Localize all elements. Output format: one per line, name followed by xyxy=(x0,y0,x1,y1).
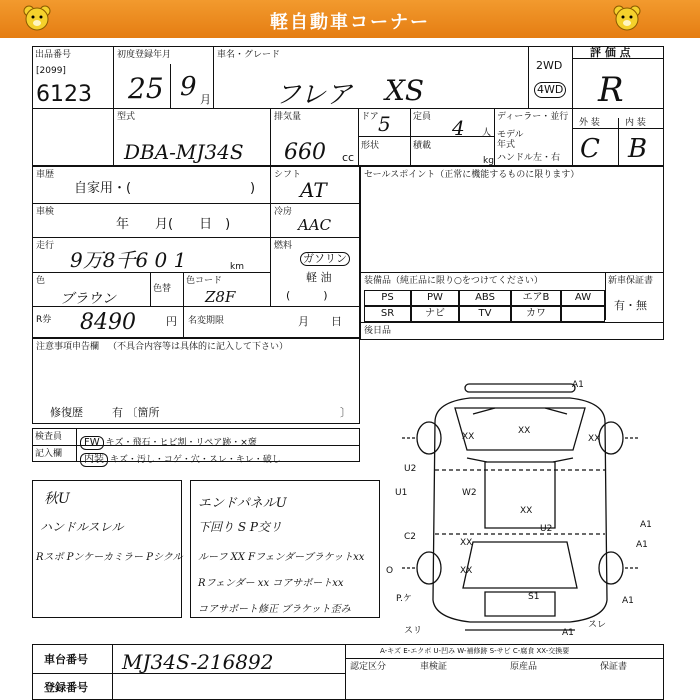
type-value: DBA-MJ34S xyxy=(124,140,244,164)
warranty-label: 新車保証書 xyxy=(608,276,654,286)
grade: XS xyxy=(385,74,425,107)
car-damage-diagram xyxy=(395,378,685,646)
remark-left-1: 秋U xyxy=(44,491,70,507)
handle-label: ハンドル xyxy=(497,153,534,163)
usage-label: 車歴 xyxy=(36,170,55,180)
load-label: 積載 xyxy=(413,141,432,151)
equip-ps: PS xyxy=(364,290,411,306)
lot-sub: [2099] xyxy=(36,66,66,76)
model-label: 車名・グレード xyxy=(217,50,281,60)
remark-right-2: 下回り S P交リ xyxy=(198,520,282,534)
mileage-value: 9万8千6 0 1 xyxy=(70,248,187,272)
shift-label: シフト xyxy=(274,170,302,180)
mark-sure: スリ xyxy=(404,626,423,636)
mark-s1: S1 xyxy=(528,592,540,602)
warranty-value: 有・無 xyxy=(614,299,647,312)
recycle-label: R券 xyxy=(36,315,52,325)
fuel-label: 燃料 xyxy=(274,241,293,251)
mark-c2: C2 xyxy=(404,532,417,542)
interior-label: 内 装 xyxy=(625,118,646,128)
interior-grade: B xyxy=(628,134,648,164)
mark-xx: XX xyxy=(518,426,531,436)
repair-label: 修復歴 xyxy=(50,406,83,419)
color-swap-label: 色替 xyxy=(153,284,172,294)
person-unit: 人 xyxy=(482,128,492,138)
mark-u2: U2 xyxy=(404,464,417,474)
mark-xx: XX xyxy=(460,538,473,548)
remark-left-3: Rスポ Pンケーカミラー Pシクル xyxy=(36,552,183,563)
recycle-value: 8490 xyxy=(80,310,136,335)
color-value: ブラウン xyxy=(60,291,116,307)
exterior-grade: C xyxy=(580,134,600,164)
equip-blank xyxy=(561,306,605,322)
shaken-value: 年 月( 日 ) xyxy=(116,217,231,232)
equip-leather: カワ xyxy=(511,306,561,322)
legend-a: 認定区分 xyxy=(350,662,387,672)
mark-o: O xyxy=(386,566,394,576)
equip-aw: AW xyxy=(561,290,605,306)
handle-value: 左・右 xyxy=(533,153,561,163)
equip-sr: SR xyxy=(364,306,411,322)
notes-sub: （不具合内容等は具体的に記入して下さい） xyxy=(108,342,289,352)
equip-airbag: エアB xyxy=(511,290,561,306)
doors-label: ドア xyxy=(361,112,379,122)
month-unit: 月 xyxy=(200,93,211,106)
fuel-gas: ガソリン xyxy=(300,252,350,266)
mark-u1: U1 xyxy=(395,488,408,498)
shift-value: AT xyxy=(300,178,327,202)
remark-right-5: コアサポート修正 ブラケット歪み xyxy=(198,604,351,615)
chassis-value: MJ34S-216892 xyxy=(122,650,274,674)
equip-navi: ナビ xyxy=(411,306,459,322)
mark-pk: P.ケ xyxy=(396,594,412,604)
drive-2wd: 2WD xyxy=(536,59,563,72)
reg-year: 25 xyxy=(128,72,164,105)
legend-b: 車検証 xyxy=(420,662,448,672)
name-change-label: 名変期限 xyxy=(188,316,225,326)
shape-label: 形状 xyxy=(361,141,380,151)
mark-xx: XX xyxy=(460,566,473,576)
reg-label: 登録番号 xyxy=(44,681,88,694)
displacement-label: 排気量 xyxy=(274,112,302,122)
remark-left-2: ハンドルスレル xyxy=(40,520,124,534)
drive-4wd: 4WD xyxy=(534,82,566,98)
mark-a1: A1 xyxy=(622,596,634,606)
equip-tv: TV xyxy=(459,306,511,322)
mark-sure2: スレ xyxy=(588,620,607,630)
color-label: 色 xyxy=(36,276,46,286)
fuel-kerosene: 軽 油 xyxy=(306,271,332,284)
kg-unit: kg xyxy=(483,156,494,166)
yen-unit: 円 xyxy=(166,315,177,328)
name-change-value: 月 日 xyxy=(298,315,342,328)
lot-label: 出品番号 xyxy=(35,50,72,60)
remark-right-4: Rフェンダー xx コアサポートxx xyxy=(198,578,344,589)
shaken-label: 車検 xyxy=(36,207,55,217)
legend-c: 原産品 xyxy=(510,662,538,672)
repair-close: 〕 xyxy=(340,406,351,419)
doors-value: 5 xyxy=(378,112,391,136)
selling-label: セールスポイント（正常に機能するものに限ります） xyxy=(364,170,580,180)
dealer-label: ディーラー・並行 xyxy=(497,112,569,122)
mark-a1: A1 xyxy=(572,380,584,390)
capacity-label: 定員 xyxy=(413,112,432,122)
remark-right-1: エンドパネルU xyxy=(198,496,287,511)
equipment-label: 装備品（純正品に限り○をつけてください） xyxy=(364,276,543,286)
ac-value: AAC xyxy=(298,216,332,234)
mark-w2: W2 xyxy=(462,488,477,498)
inspector-label: 検査員 xyxy=(35,432,63,442)
model-year-label: モデル年式 xyxy=(497,130,524,150)
ac-label: 冷房 xyxy=(274,207,293,217)
usage-value: 自家用・( xyxy=(74,181,132,196)
equip-pw: PW xyxy=(411,290,459,306)
lot-number: 6123 xyxy=(36,82,92,107)
first-reg-label: 初度登録年月 xyxy=(117,50,172,60)
banner-title: 軽自動車コーナー xyxy=(270,12,430,33)
score-label: 評 価 点 xyxy=(590,46,631,59)
inspector-row2: 内装 キズ・汚し・コゲ・穴・スレ・キレ・破し xyxy=(80,447,281,467)
mark-u2: U2 xyxy=(540,524,553,534)
mileage-label: 走行 xyxy=(36,241,55,251)
mark-a1: A1 xyxy=(640,520,652,530)
chassis-label: 車台番号 xyxy=(44,653,88,666)
color-code-value: Z8F xyxy=(205,288,236,306)
color-code-label: 色コード xyxy=(186,276,223,286)
usage-close: ) xyxy=(250,181,256,196)
capacity-value: 4 xyxy=(452,116,465,140)
inspector-row1: FW キズ・飛石・ヒビ割・リペア跡・×褒 xyxy=(80,430,257,450)
mark-xx: XX xyxy=(588,434,601,444)
notes-label: 注意事項申告欄 xyxy=(36,342,100,352)
km-unit: km xyxy=(230,262,244,272)
remark-right-3: ルーフ XX Fフェンダーブラケットxx xyxy=(198,552,365,563)
displacement-value: 660 xyxy=(284,140,326,165)
repair-value: 有 〔箇所 xyxy=(112,406,160,419)
entry-label: 記入欄 xyxy=(35,449,63,459)
legend-d: 保証書 xyxy=(600,662,628,672)
mark-xx: XX xyxy=(520,506,533,516)
mark-a1: A1 xyxy=(562,628,574,638)
cc-unit: cc xyxy=(342,151,355,164)
type-label: 型式 xyxy=(117,112,136,122)
fuel-paren: ( ) xyxy=(286,289,328,302)
score: R xyxy=(598,70,624,110)
after-label: 後日品 xyxy=(364,326,392,336)
reg-month: 9 xyxy=(180,72,197,102)
mark-a1: A1 xyxy=(636,540,648,550)
damage-legend: A-キズ E-エクボ U-凹み W-補修跡 S-サビ C-腐食 XX-交換要 xyxy=(380,647,570,655)
model-name: フレア xyxy=(275,80,352,110)
exterior-label: 外 装 xyxy=(579,118,600,128)
equip-abs: ABS xyxy=(459,290,511,306)
mark-xx: XX xyxy=(462,432,475,442)
